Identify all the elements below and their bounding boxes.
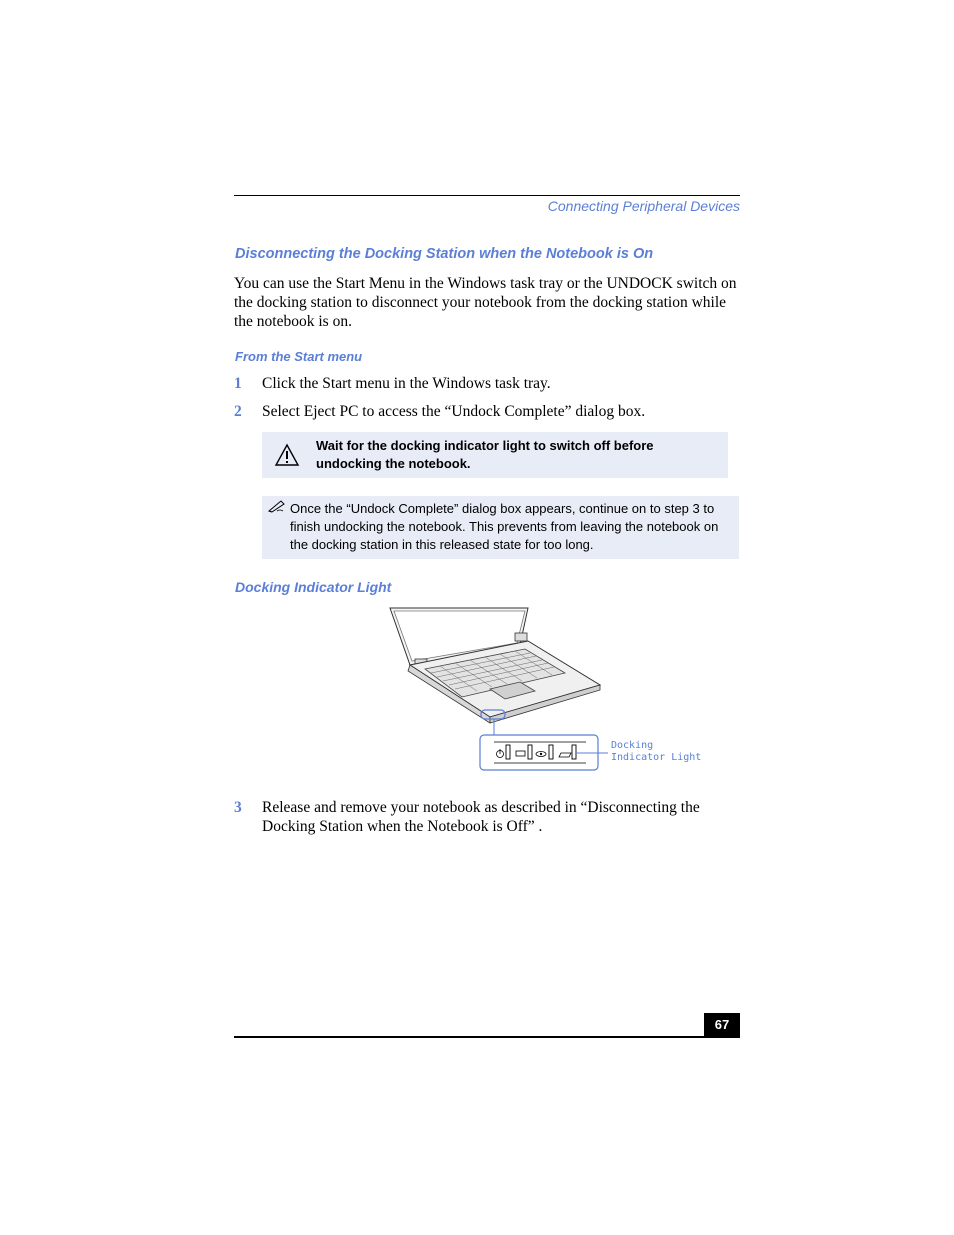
subheading-docking-light: Docking Indicator Light xyxy=(235,579,392,595)
warning-triangle-icon xyxy=(274,443,300,467)
drive-light xyxy=(572,745,576,759)
battery-light xyxy=(528,745,532,759)
step-number: 3 xyxy=(234,799,242,816)
step-text: Select Eject PC to access the “Undock Complete” dialog box. xyxy=(262,403,646,420)
step-number: 1 xyxy=(234,375,242,392)
step-text: Click the Start menu in the Windows task tray. xyxy=(262,375,551,392)
docking-light xyxy=(549,745,553,759)
subheading-start-menu: From the Start menu xyxy=(235,349,363,364)
callout-label xyxy=(611,740,701,764)
step-number: 2 xyxy=(234,403,242,420)
header-rule xyxy=(234,195,740,196)
footer-rule xyxy=(234,1036,740,1038)
callout-line-1: Docking xyxy=(611,740,654,751)
note-text: Once the “Undock Complete” dialog box appears, continue on to step 3 to finish undocking the notebook. This prevents from leaving the notebook on the docking station in this released state for too long. xyxy=(290,501,719,552)
pencil-note-icon xyxy=(267,499,287,513)
page-number: 67 xyxy=(704,1013,740,1037)
callout-line-2: Indicator Light xyxy=(611,752,702,763)
section-title: Disconnecting the Docking Station when the Notebook is On xyxy=(235,246,654,262)
running-header: Connecting Peripheral Devices xyxy=(547,198,740,214)
note-box xyxy=(262,496,739,559)
step-text: Release and remove your notebook as described in “Disconnecting the Docking Station when the Notebook is Off” . xyxy=(262,799,700,835)
power-light xyxy=(506,745,510,759)
caution-box xyxy=(262,432,728,478)
caution-text: Wait for the docking indicator light to switch off before undocking the notebook. xyxy=(316,438,654,471)
intro-paragraph: You can use the Start Menu in the Windows task tray or the UNDOCK switch on the docking station to disconnect your notebook from the docking station while the notebook is on. xyxy=(234,275,737,330)
